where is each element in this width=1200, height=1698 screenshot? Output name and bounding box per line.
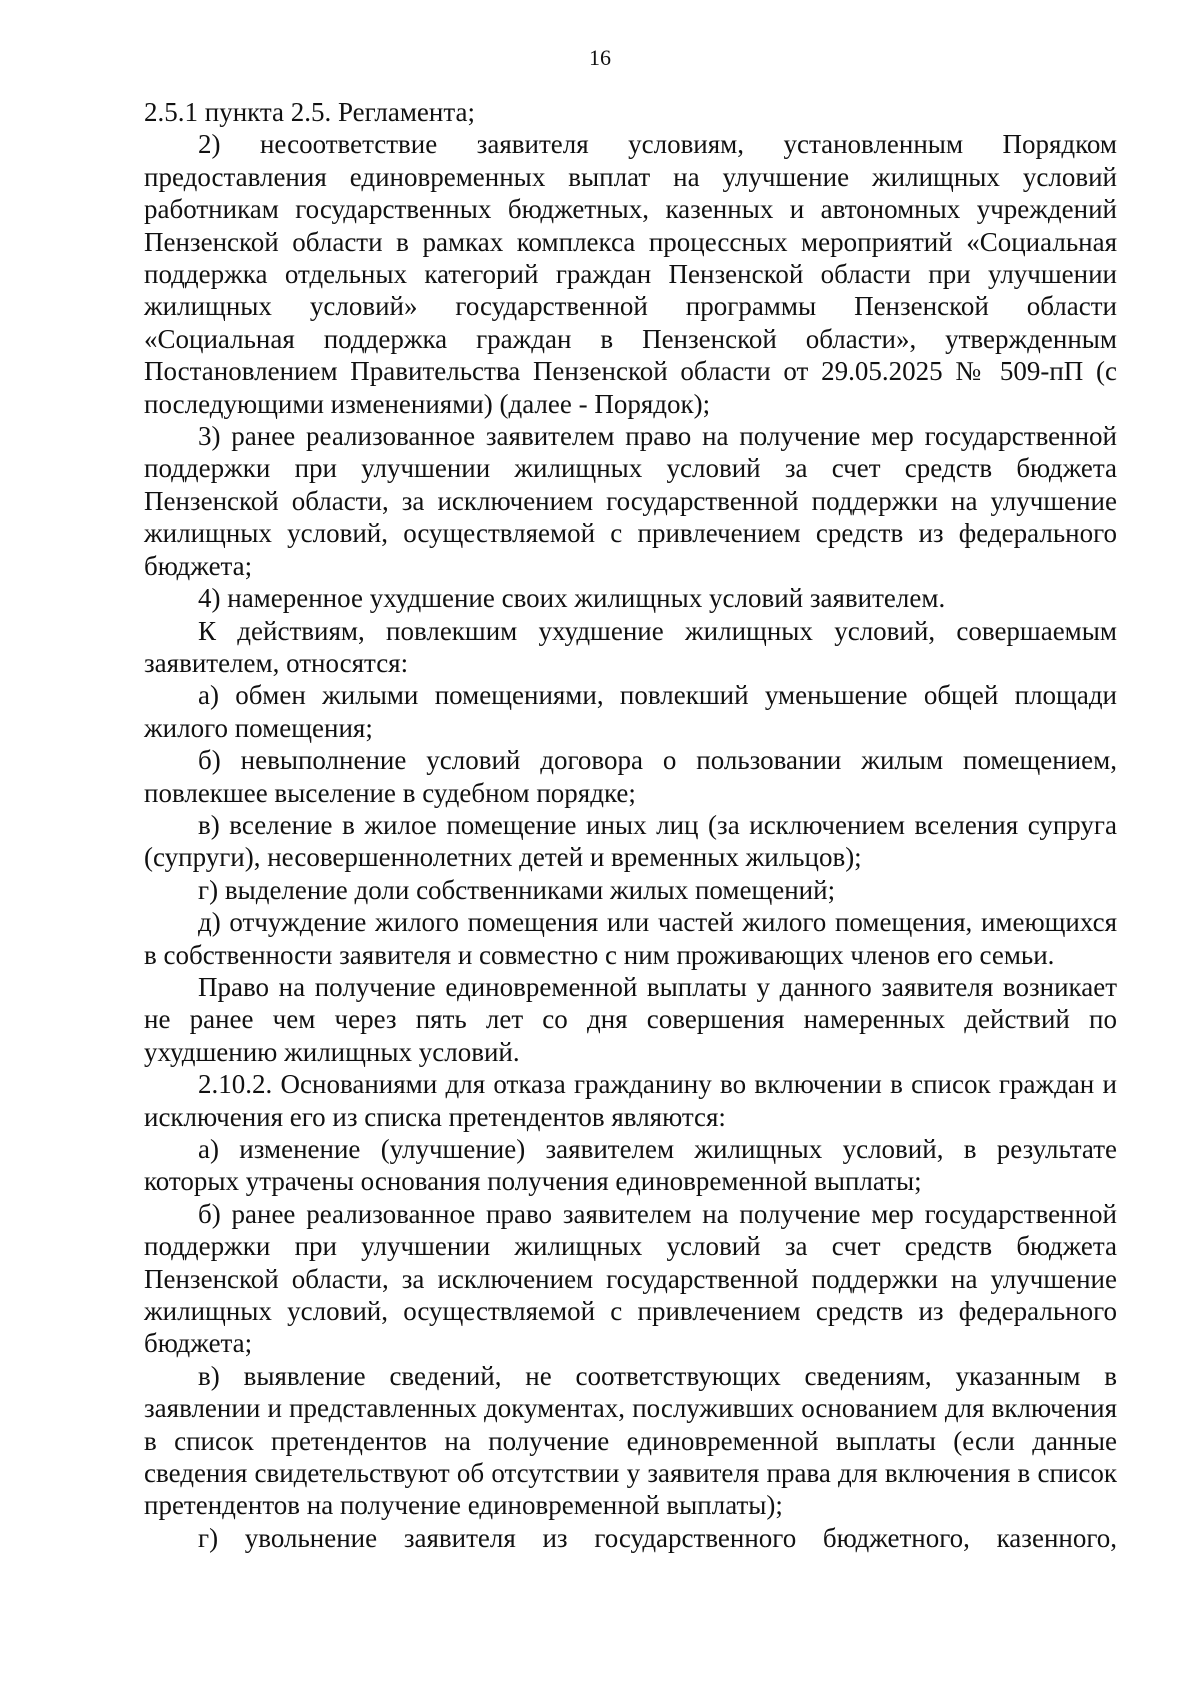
paragraph-actions-intro: К действиям, повлекшим ухудшение жилищных условий, совершаемым заявителем, относятся: [144,615,1117,678]
paragraph-subitem-b: б) невыполнение условий договора о пользовании жилым помещением, повлекшее выселение в судебном порядке; [144,745,1117,808]
paragraph-item-4: 4) намеренное ухудшение своих жилищных условий заявителем. [198,583,946,614]
paragraph-subitem-g: г) выделение доли собственниками жилых помещений; [198,874,836,905]
paragraph-item-3: 3) ранее реализованное заявителем право на получение мер государственной поддержки при улучшении жилищных условий за счет средств бюджета Пензенской области, за исключением государственной поддержки на улучшение жилищных условий, осуществляемой с привлечением средств из федерального бюджета; [144,421,1117,581]
document-body [144,96,1117,1554]
paragraph-section-2-10-2: 2.10.2. Основаниями для отказа гражданину во включении в список граждан и исключения его из списка претендентов являются: [144,1069,1117,1132]
paragraph-refusal-a: а) изменение (улучшение) заявителем жилищных условий, в результате которых утрачены основания получения единовременной выплаты; [144,1134,1117,1197]
paragraph-refusal-g: г) увольнение заявителя из государственного бюджетного, казенного, [198,1522,1117,1553]
paragraph-subitem-a: а) обмен жилыми помещениями, повлекший уменьшение общей площади жилого помещения; [144,680,1117,743]
paragraph-refusal-v: в) выявление сведений, не соответствующих сведениям, указанным в заявлении и представленных документах, послуживших основанием для включения в список претендентов на получение единовременной выплаты (если данные сведения свидетельствуют об отсутствии у заявителя права для включения в список претендентов на получение единовременной выплаты); [144,1360,1117,1521]
paragraph-subitem-d: д) отчуждение жилого помещения или частей жилого помещения, имеющихся в собственности заявителя и совместно с ним проживающих членов его семьи. [144,907,1117,970]
page-number: 16 [589,45,611,70]
paragraph-refusal-b: б) ранее реализованное право заявителем на получение мер государственной поддержки при улучшении жилищных условий за счет средств бюджета Пензенской области, за исключением государственной поддержки на улучшение жилищных условий, осуществляемой с привлечением средств из федерального бюджета; [144,1198,1117,1359]
paragraph-right-note: Право на получение единовременной выплаты у данного заявителя возникает не ранее чем через пять лет со дня совершения намеренных действий по ухудшению жилищных условий. [144,971,1117,1067]
paragraph-item-2: 2) несоответствие заявителя условиям, установленным Порядком предоставления единовременных выплат на улучшение жилищных условий работникам государственных бюджетных, казенных и автономных учреждений Пензенской области в рамках комплекса процессных мероприятий «Социальная поддержка отдельных категорий граждан Пензенской области при улучшении жилищных условий» государственной программы Пензенской области «Социальная поддержка граждан в Пензенской области», утвержденным Постановлением Правительства Пензенской области от 29.05.2025 № 509-пП (с последующими изменениями) (далее - Порядок); [144,129,1117,419]
paragraph-subitem-v: в) вселение в жилое помещение иных лиц (за исключением вселения супруга (супруги), несовершеннолетних детей и временных жильцов); [144,809,1117,873]
paragraph-continuation: 2.5.1 пункта 2.5. Регламента; [144,97,475,127]
